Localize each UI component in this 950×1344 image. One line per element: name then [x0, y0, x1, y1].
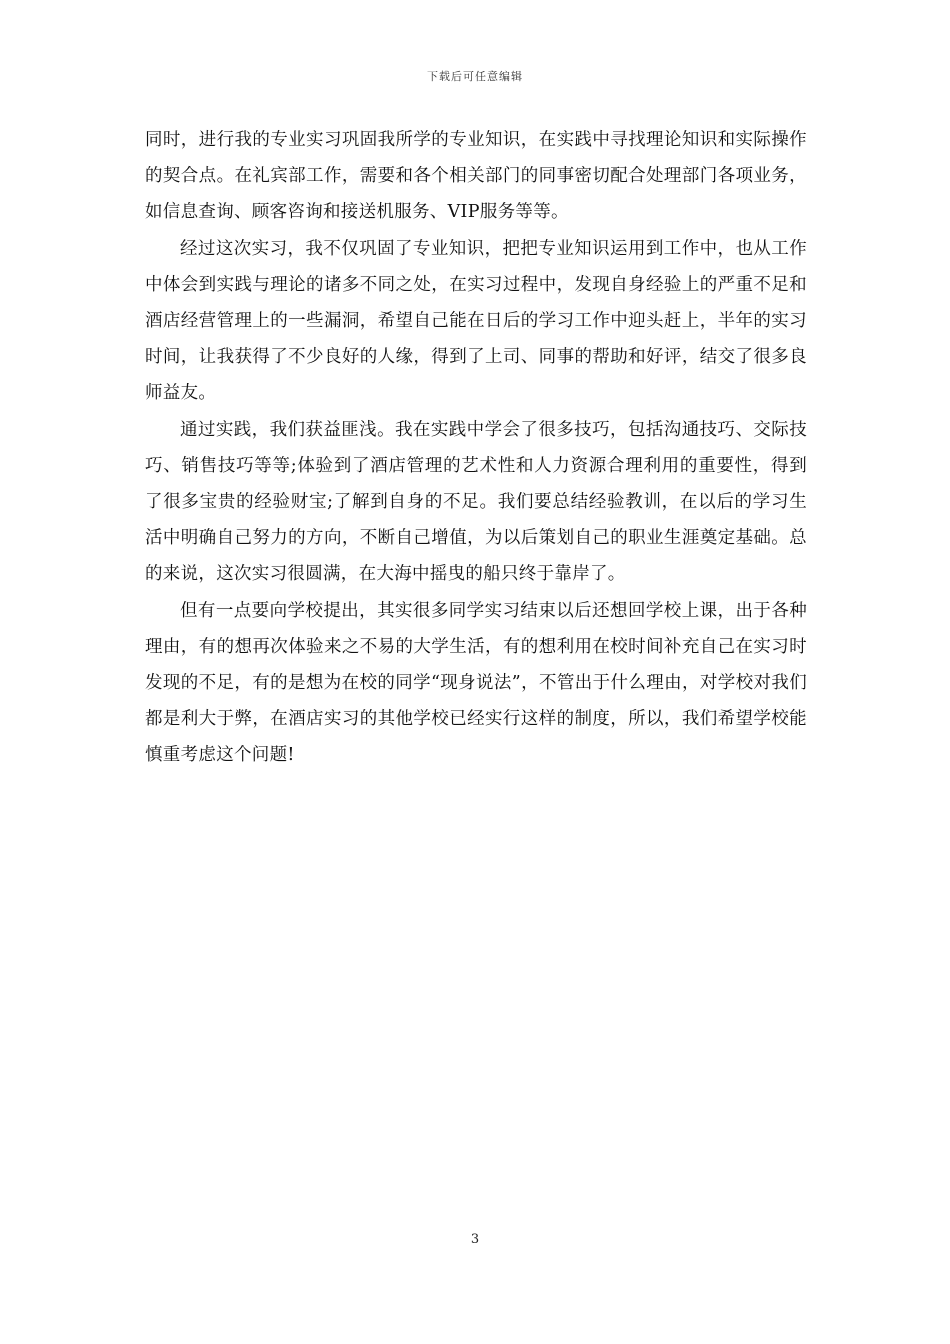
paragraph: 通过实践，我们获益匪浅。我在实践中学会了很多技巧，包括沟通技巧、交际技巧、销售技巧等等;体验到了酒店管理的艺术性和人力资源合理利用的重要性，得到了很多宝贵的经验财宝;了解到自身的不足。我们要总结经验教训，在以后的学习生活中明确自己努力的方向，不断自己增值，为以后策划自己的职业生涯奠定基础。总的来说，这次实习很圆满，在大海中摇曳的船只终于靠岸了。	[145, 419, 807, 585]
paragraph: 但有一点要向学校提出，其实很多同学实习结束以后还想回学校上课，出于各种理由，有的想再次体验来之不易的大学生活，有的想利用在校时间补充自己在实习时发现的不足，有的是想为在校的同学“现身说法”，不管出于什么理由，对学校对我们都是利大于弊，在酒店实习的其他学校已经实行这样的制度，所以，我们希望学校能慎重考虑这个问题!	[145, 600, 807, 766]
page-number: 3	[470, 1232, 480, 1247]
paragraph-continuation: 同时，进行我的专业实习巩固我所学的专业知识，在实践中寻找理论知识和实际操作的契合点。在礼宾部工作，需要和各个相关部门的同事密切配合处理部门各项业务，如信息查询、顾客咨询和接送机服务、VIP服务等等。	[145, 130, 807, 223]
paragraph: 经过这次实习，我不仅巩固了专业知识，把把专业知识运用到工作中，也从工作中体会到实践与理论的诸多不同之处，在实习过程中，发现自身经验上的严重不足和酒店经营管理上的一些漏洞，希望自己能在日后的学习工作中迎头赶上，半年的实习时间，让我获得了不少良好的人缘，得到了上司、同事的帮助和好评，结交了很多良师益友。	[145, 238, 807, 404]
header-note: 下载后可任意编辑	[427, 70, 523, 83]
document-body	[145, 122, 807, 774]
